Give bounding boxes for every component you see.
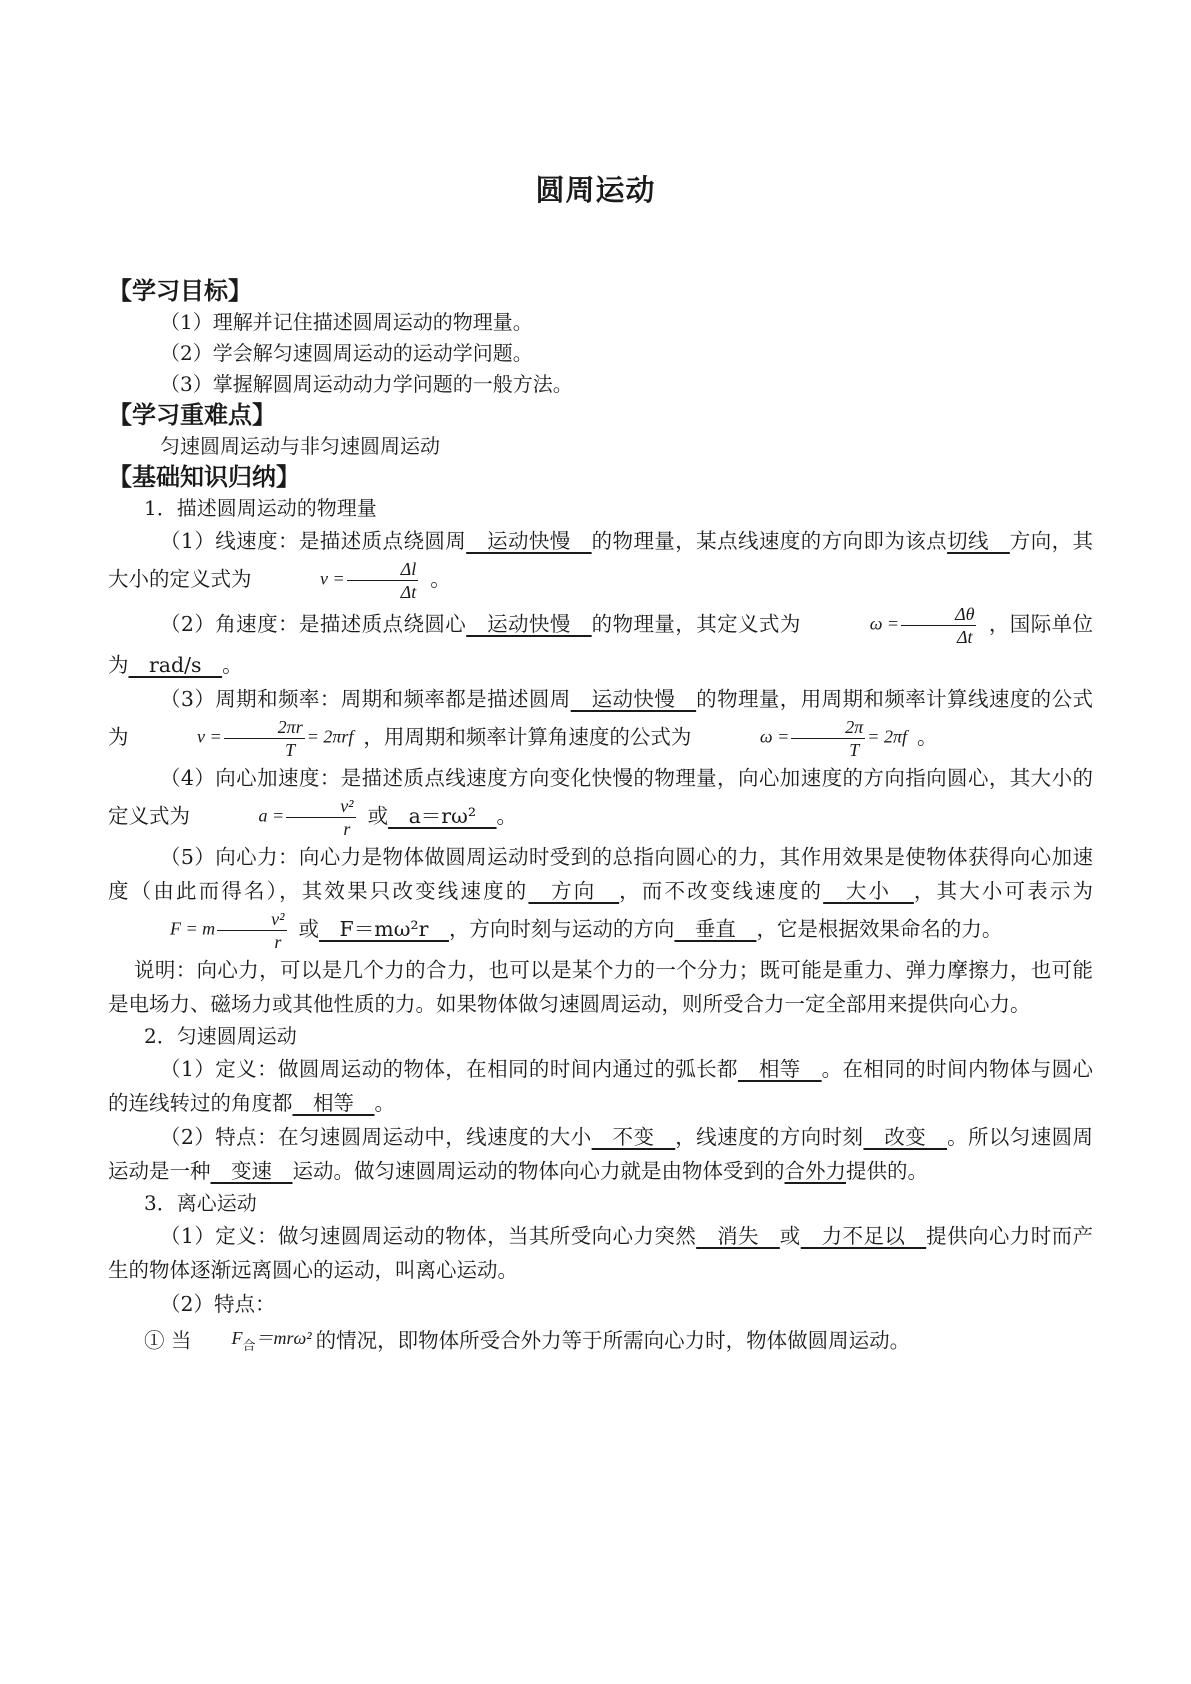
blank-answer: 大小 [823,879,914,903]
blank-answer: 变速 [210,1159,293,1183]
blank-answer: rad/s [128,653,223,677]
subsection-title-2: 2．匀速圆周运动 [144,1024,297,1048]
paragraph-centrifugal-features: （2）特点： [160,1292,276,1316]
blank-answer: 相等 [737,1057,822,1081]
paragraph-uniform-definition: （1）定义：做圆周运动的物体，在相同的时间内通过的弧长都 相等 。在相同的时间内物体与圆心的连线转过的角度都 相等 。 [108,1057,1094,1115]
document-body [108,276,1093,1363]
blank-answer: 力不足以 [800,1224,927,1248]
blank-answer: 改变 [863,1125,948,1149]
note-paragraph: 说明：向心力，可以是几个力的合力，也可以是某个力的一个分力；既可能是重力、弹力摩擦力，也可能是电场力、磁场力或其他性质的力。如果物体做匀速圆周运动，则所受合力一定全部用来提供向心力。 [108,958,1093,1016]
formula-linear-velocity: v = $\frac{\Delta l}{\Delta t}$ [320,559,417,602]
blank-answer: 合外力 [784,1159,846,1183]
formula-force: F = m $\frac{\text{v²}}{r}$ [170,909,285,952]
blank-answer: 垂直 [674,917,757,941]
formula-angular-velocity: ω = $\frac{\Delta\theta}{\Delta t}$ [869,604,975,647]
formula-omega-period: ω = $\frac{2\pi}{T}$ = 2πf [759,717,907,760]
blank-answer: 方向 [528,879,620,903]
blank-answer: 运动快慢 [466,612,592,636]
key-point-text: 匀速圆周运动与非匀速圆周运动 [160,434,440,458]
paragraph-uniform-features: （2）特点：在匀速圆周运动中，线速度的大小 不变 ，线速度的方向时刻 改变 。所以匀速圆周运动是一种 变速 运动。做匀速圆周运动的物体向心力就是由物体受到的合外力提供的。 [108,1125,1094,1183]
blank-answer: 切线 [947,529,1010,553]
section-heading-basics: 【基础知识归纳】 [108,463,300,491]
section-heading-goals: 【学习目标】 [108,277,252,305]
blank-answer: 消失 [696,1224,780,1248]
paragraph-period-frequency: （3）周期和频率：周期和频率都是描述圆周 运动快慢 的物理量，用周期和频率计算线速度的公式为 v = $\frac{2\pi r}{T}$ = 2πrf ，用周期和频率计算角速度的公式为 ω = $\frac{2\pi}{T}$ = 2πf 。 [108,687,1093,760]
paragraph-angular-velocity: （2）角速度：是描述质点绕圆心 运动快慢 的物理量，其定义式为 ω = $\frac{\Delta\theta}{\Delta t}$ ，国际单位为 rad/s 。 [108,604,1094,677]
subsection-title-1: 1．描述圆周运动的物理量 [144,496,377,520]
blank-answer: 运动快慢 [570,687,697,711]
formula-acceleration: a = $\frac{\text{v²}}{r}$ [258,796,354,839]
blank-answer: 运动快慢 [466,529,592,553]
blank-answer: F＝mω²r [319,917,449,941]
paragraph-centrifugal-case-1: ① 当 $F_合=mr\omega^2$ 的情况，即物体所受合外力等于所需向心力时，物体做圆周运动。 [108,1321,1093,1363]
paragraph-linear-velocity: （1）线速度：是描述质点绕圆周 运动快慢 的物理量，某点线速度的方向即为该点切线 方向，其大小的定义式为 v = $\frac{\Delta l}{\Delta t}$ 。 [108,529,1094,602]
paragraph-centrifugal-definition: （1）定义：做匀速圆周运动的物体，当其所受向心力突然 消失 或 力不足以 提供向心力时而产生的物体逐渐远离圆心的运动，叫离心运动。 [108,1224,1094,1282]
formula-net-force: $F_合=mr\omega^2$ [231,1328,312,1353]
section-heading-key: 【学习重难点】 [108,401,276,429]
goal-item-3: （3）掌握解圆周运动动力学问题的一般方法。 [160,372,573,396]
page-title: 圆周运动 [535,173,656,207]
blank-answer: 相等 [292,1091,375,1115]
blank-answer: a＝rω² [388,804,497,828]
paragraph-centripetal-acceleration: （4）向心加速度：是描述质点线速度方向变化快慢的物理量，向心加速度的方向指向圆心，其大小的定义式为 a = $\frac{\text{v²}}{r}$ 或 a＝rω² 。 [108,766,1093,839]
blank-answer: 不变 [591,1125,676,1149]
subsection-title-3: 3．离心运动 [144,1191,257,1215]
goal-item-2: （2）学会解匀速圆周运动的运动学问题。 [160,341,533,365]
paragraph-centripetal-force: （5）向心力：向心力是物体做圆周运动时受到的总指向圆心的力，其作用效果是使物体获得向心加速度（由此而得名），其效果只改变线速度的 方向 ，而不改变线速度的 大小 ，其大小可表示为 F = m $\frac{\text{v²}}{r}$ 或 F＝mω²r ，方向时刻与运动的方向 垂直 ，它是根据效果命名的力。 [108,845,1094,952]
formula-velocity-period: v = $\frac{2\pi r}{T}$ = 2πrf [197,717,354,760]
goal-item-1: （1）理解并记住描述圆周运动的物理量。 [160,310,533,334]
